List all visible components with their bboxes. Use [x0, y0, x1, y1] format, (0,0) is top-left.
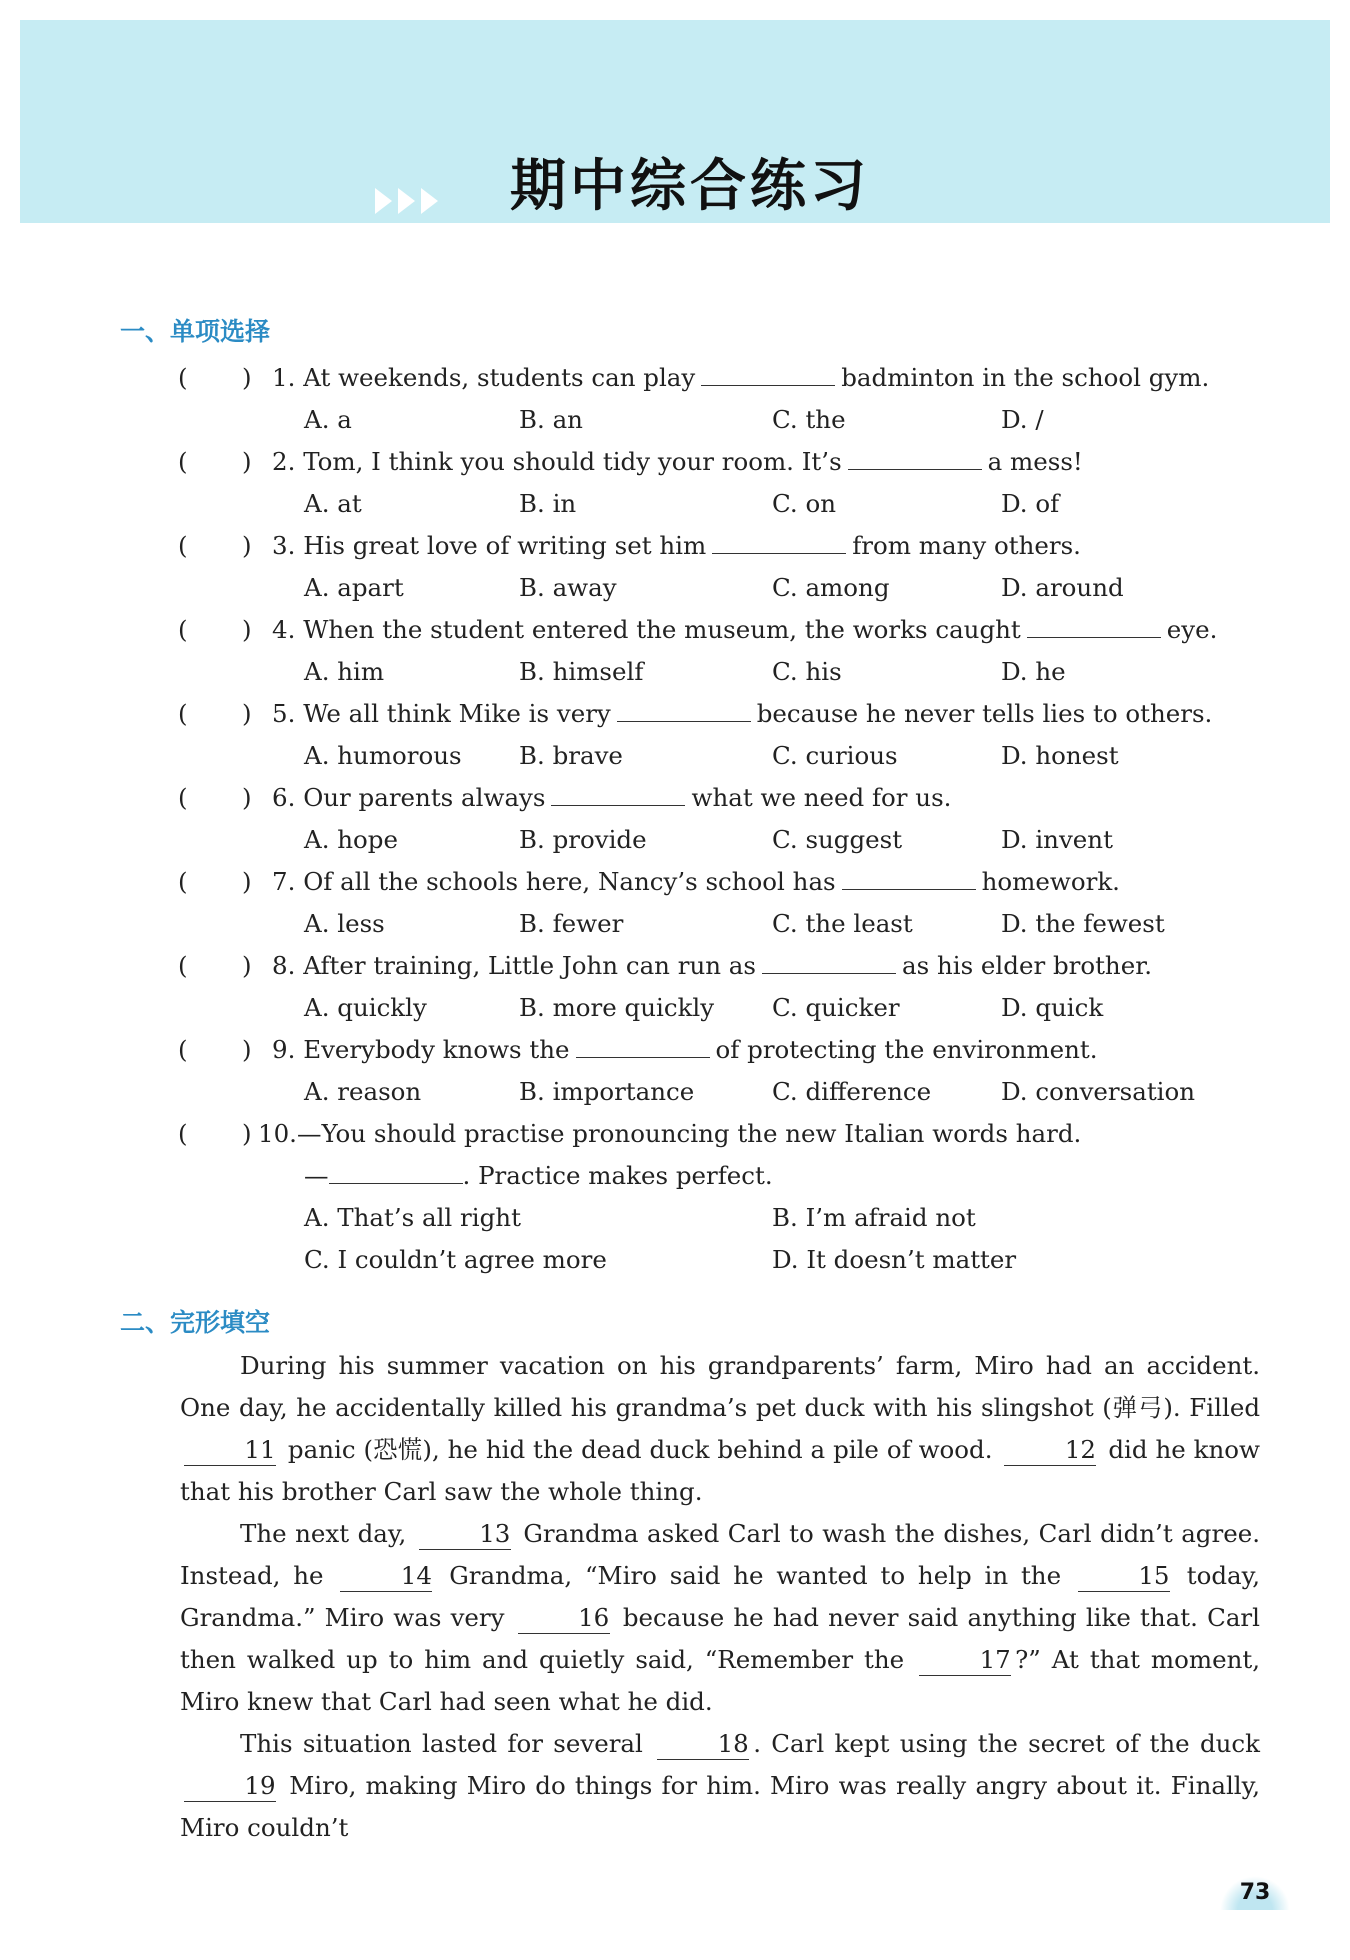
question-stem: 5. We all think Mike is very because he never tells lies to others. — [272, 694, 1212, 734]
passage-paragraph-2: The next day, 13 Grandma asked Carl to wash the dishes, Carl didn’t agree. Instead, he 14 Grandma, “Miro said he wanted to help in the 15 today, Grandma.” Miro was very 16 because he had never said anything like that. Carl then walked up to him and quietly said, “Remember the 17 ?” At that moment, Miro knew that Carl had seen what he did. — [180, 1519, 1261, 1716]
answer-paren-open: ( — [178, 783, 188, 812]
passage-paragraph-3: This situation lasted for several 18 . Carl kept using the secret of the duck 19 Miro, making Miro do things for him. Miro was really angry about it. Finally, Miro couldn’t — [180, 1729, 1260, 1842]
options-6 — [0, 820, 1350, 860]
question-stem: 8. After training, Little John can run as as his elder brother. — [272, 946, 1152, 986]
option-d[interactable]: D. / — [1001, 405, 1044, 434]
question-10 — [0, 1114, 1350, 1154]
option-b[interactable]: B. away — [519, 573, 617, 602]
reply-line: — . Practice makes perfect. — [304, 1156, 773, 1196]
cloze-passage — [180, 1345, 1260, 1849]
options-8 — [0, 988, 1350, 1028]
option-a[interactable]: A. reason — [304, 1077, 422, 1106]
cloze-blank-14[interactable]: 14 — [340, 1561, 432, 1592]
option-b[interactable]: B. brave — [519, 741, 623, 770]
option-d[interactable]: D. conversation — [1001, 1077, 1196, 1106]
option-a[interactable]: A. That’s all right — [304, 1203, 521, 1232]
question-stem: 7. Of all the schools here, Nancy’s school has homework. — [272, 862, 1120, 902]
option-b[interactable]: B. I’m afraid not — [772, 1203, 976, 1232]
option-a[interactable]: A. less — [304, 909, 385, 938]
answer-paren-open: ( — [178, 363, 188, 392]
option-b[interactable]: B. fewer — [519, 909, 624, 938]
question-stem: 10.—You should practise pronouncing the new Italian words hard. — [258, 1119, 1082, 1148]
option-c[interactable]: C. on — [772, 489, 836, 518]
answer-paren-open: ( — [178, 1119, 188, 1148]
option-d[interactable]: D. around — [1001, 573, 1124, 602]
options-9 — [0, 1072, 1350, 1112]
option-c[interactable]: C. I couldn’t agree more — [304, 1245, 607, 1274]
option-b[interactable]: B. himself — [519, 657, 644, 686]
option-d[interactable]: D. he — [1001, 657, 1066, 686]
option-a[interactable]: A. quickly — [304, 993, 427, 1022]
answer-paren-close: ) — [242, 867, 252, 896]
answer-blank[interactable] — [617, 695, 751, 722]
answer-paren-open: ( — [178, 531, 188, 560]
cloze-blank-13[interactable]: 13 — [419, 1519, 511, 1550]
arrow-decoration-icon — [375, 188, 444, 218]
section-title-cloze: 二、完形填空 — [120, 1308, 271, 1337]
answer-blank[interactable] — [762, 947, 896, 974]
option-c[interactable]: C. the — [772, 405, 846, 434]
answer-blank[interactable] — [576, 1031, 710, 1058]
answer-paren-close: ) — [242, 1035, 252, 1064]
options-3 — [0, 568, 1350, 608]
option-c[interactable]: C. quicker — [772, 993, 900, 1022]
options-4 — [0, 652, 1350, 692]
option-a[interactable]: A. him — [304, 657, 385, 686]
option-d[interactable]: D. of — [1001, 489, 1060, 518]
answer-paren-close: ) — [242, 783, 252, 812]
option-b[interactable]: B. provide — [519, 825, 647, 854]
option-c[interactable]: C. his — [772, 657, 842, 686]
option-d[interactable]: D. invent — [1001, 825, 1113, 854]
answer-blank[interactable] — [551, 779, 685, 806]
answer-paren-open: ( — [178, 951, 188, 980]
option-a[interactable]: A. apart — [304, 573, 404, 602]
passage-paragraph-1: During his summer vacation on his grandparents’ farm, Miro had an accident. One day, he accidentally killed his grandma’s pet duck with his slingshot (弹弓). Filled 11 panic (恐慌), he hid the dead duck behind a pile of wood. 12 did he know that his brother Carl saw the whole thing. — [180, 1351, 1261, 1506]
options-1 — [0, 400, 1350, 440]
question-6 — [0, 778, 1350, 818]
options-5 — [0, 736, 1350, 776]
answer-paren-open: ( — [178, 1035, 188, 1064]
question-stem: 6. Our parents always what we need for us. — [272, 778, 951, 818]
page-number: 73 — [1220, 1876, 1290, 1910]
question-3 — [0, 526, 1350, 566]
option-c[interactable]: C. curious — [772, 741, 898, 770]
section-title-multiple-choice: 一、单项选择 — [120, 317, 271, 346]
cloze-blank-16[interactable]: 16 — [518, 1603, 610, 1634]
answer-blank[interactable] — [842, 863, 976, 890]
answer-blank[interactable] — [848, 443, 982, 470]
option-a[interactable]: A. humorous — [304, 741, 462, 770]
question-10-reply — [0, 1156, 1350, 1196]
question-1 — [0, 358, 1350, 398]
question-9 — [0, 1030, 1350, 1070]
answer-blank[interactable] — [712, 527, 846, 554]
question-stem: 4. When the student entered the museum, the works caught eye. — [272, 610, 1217, 650]
options-10-row-1 — [0, 1198, 1350, 1238]
answer-paren-close: ) — [242, 363, 252, 392]
option-d[interactable]: D. quick — [1001, 993, 1104, 1022]
answer-paren-open: ( — [178, 867, 188, 896]
cloze-blank-18[interactable]: 18 — [657, 1729, 749, 1760]
option-b[interactable]: B. more quickly — [519, 993, 715, 1022]
answer-paren-close: ) — [242, 531, 252, 560]
options-7 — [0, 904, 1350, 944]
options-2 — [0, 484, 1350, 524]
cloze-blank-19[interactable]: 19 — [184, 1771, 276, 1802]
answer-paren-close: ) — [242, 951, 252, 980]
cloze-blank-17[interactable]: 17 — [919, 1645, 1011, 1676]
option-c[interactable]: C. among — [772, 573, 890, 602]
answer-paren-open: ( — [178, 447, 188, 476]
option-b[interactable]: B. an — [519, 405, 583, 434]
cloze-blank-12[interactable]: 12 — [1004, 1435, 1096, 1466]
question-8 — [0, 946, 1350, 986]
question-5 — [0, 694, 1350, 734]
option-a[interactable]: A. hope — [304, 825, 398, 854]
option-d[interactable]: D. honest — [1001, 741, 1119, 770]
answer-paren-close: ) — [242, 447, 252, 476]
question-stem: 2. Tom, I think you should tidy your room. It’s a mess! — [272, 442, 1083, 482]
option-d[interactable]: D. It doesn’t matter — [772, 1245, 1017, 1274]
answer-blank[interactable] — [1027, 611, 1161, 638]
option-c[interactable]: C. the least — [772, 909, 913, 938]
option-c[interactable]: C. suggest — [772, 825, 903, 854]
cloze-blank-15[interactable]: 15 — [1078, 1561, 1170, 1592]
option-b[interactable]: B. in — [519, 489, 577, 518]
answer-paren-close: ) — [242, 699, 252, 728]
answer-paren-open: ( — [178, 615, 188, 644]
option-b[interactable]: B. importance — [519, 1077, 695, 1106]
question-7 — [0, 862, 1350, 902]
question-stem: 1. At weekends, students can play badminton in the school gym. — [272, 358, 1209, 398]
option-d[interactable]: D. the fewest — [1001, 909, 1165, 938]
options-10-row-2 — [0, 1240, 1350, 1280]
question-stem: 3. His great love of writing set him from many others. — [272, 526, 1081, 566]
cloze-blank-11[interactable]: 11 — [184, 1435, 276, 1466]
question-4 — [0, 610, 1350, 650]
option-a[interactable]: A. a — [304, 405, 352, 434]
option-a[interactable]: A. at — [304, 489, 362, 518]
option-c[interactable]: C. difference — [772, 1077, 932, 1106]
answer-paren-close: ) — [242, 615, 252, 644]
answer-paren-open: ( — [178, 699, 188, 728]
answer-paren-close: ) — [242, 1119, 252, 1148]
page-title: 期中综合练习 — [510, 154, 870, 219]
question-2 — [0, 442, 1350, 482]
question-stem: 9. Everybody knows the of protecting the environment. — [272, 1030, 1098, 1070]
answer-blank[interactable] — [329, 1157, 463, 1184]
answer-blank[interactable] — [701, 359, 835, 386]
